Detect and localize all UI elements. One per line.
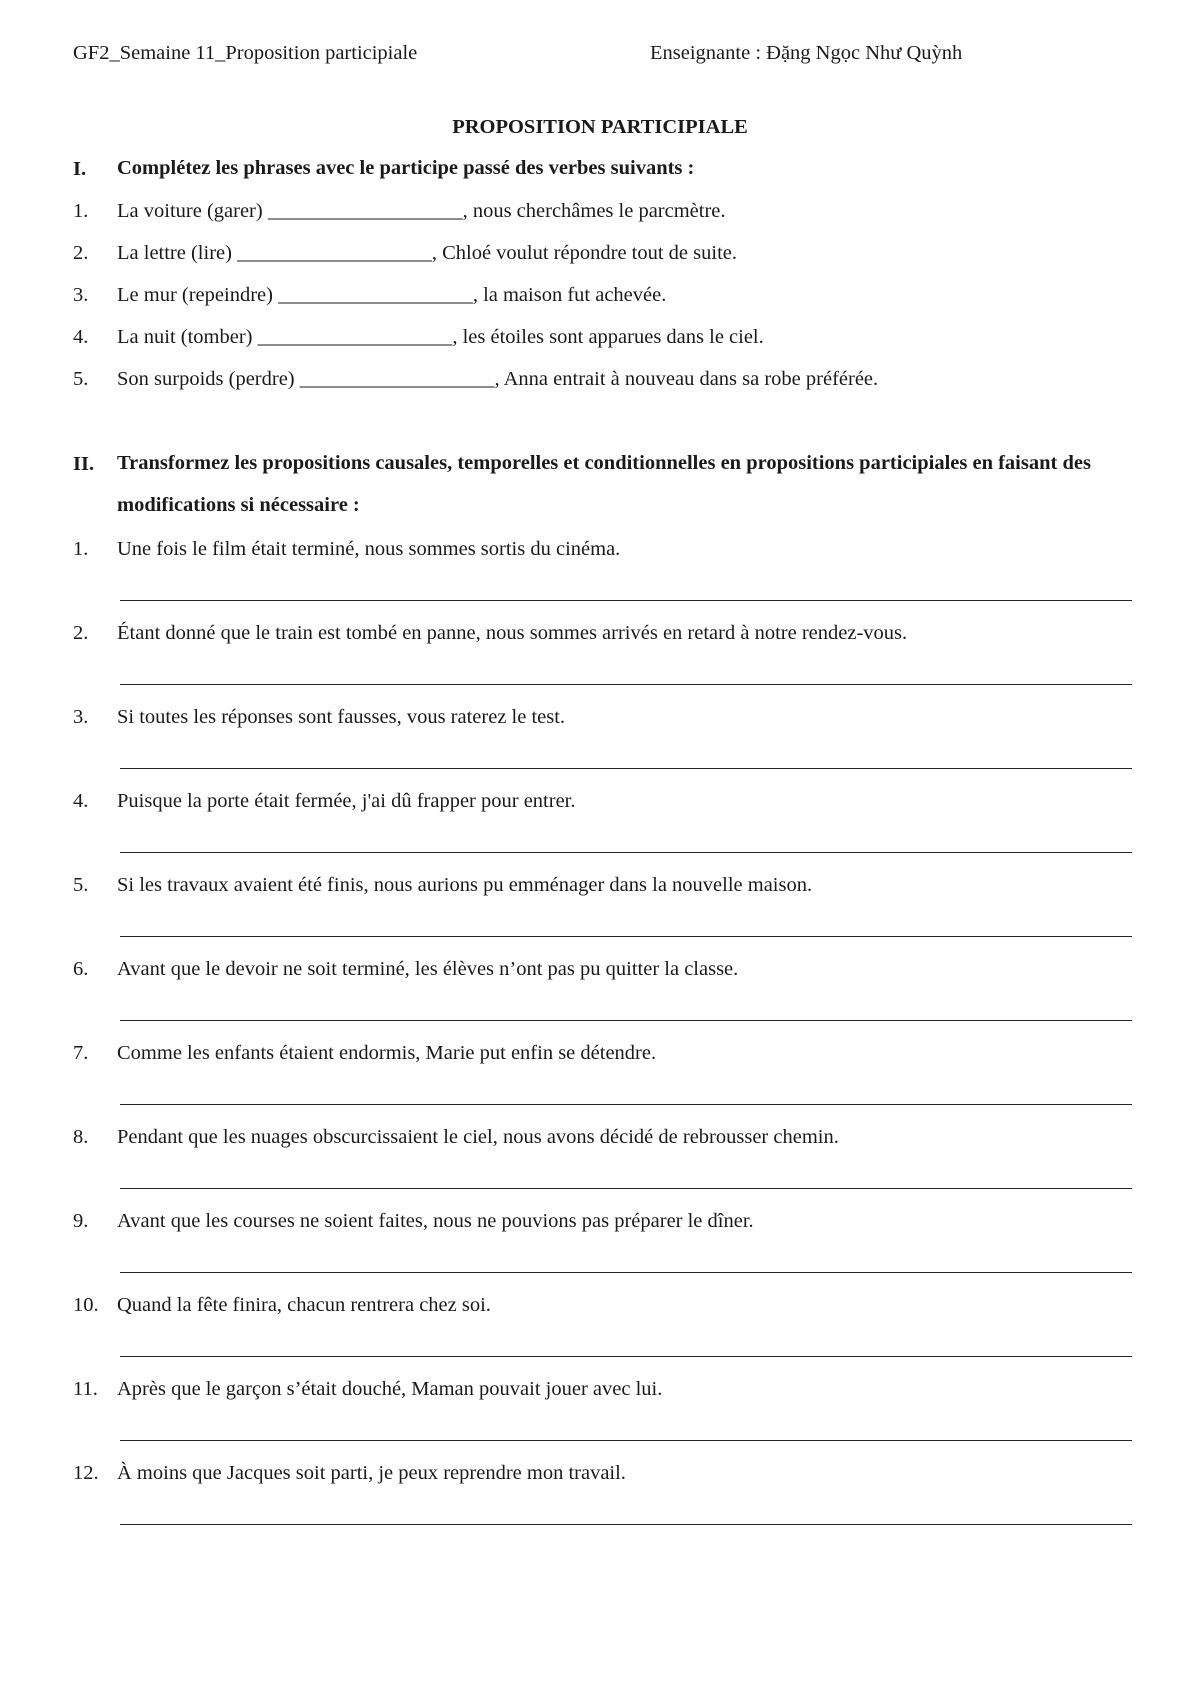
s1-item-number: 1.	[73, 200, 89, 222]
s1-item-text: La nuit (tomber) ___________________, les étoiles sont apparues dans le ciel.	[117, 326, 764, 348]
s1-item-number: 5.	[73, 368, 89, 390]
answer-line[interactable]	[120, 768, 1132, 769]
s2-item-number: 6.	[73, 958, 89, 980]
s2-item-text: Pendant que les nuages obscurcissaient le ciel, nous avons décidé de rebrousser chemin.	[117, 1126, 839, 1148]
section-2-number: II.	[73, 453, 95, 475]
answer-line[interactable]	[120, 1440, 1132, 1441]
s2-item-text: Avant que le devoir ne soit terminé, les élèves n’ont pas pu quitter la classe.	[117, 958, 739, 980]
s2-item-number: 2.	[73, 622, 89, 644]
s2-item-number: 4.	[73, 790, 89, 812]
answer-line[interactable]	[120, 1272, 1132, 1273]
s1-item-number: 4.	[73, 326, 89, 348]
section-1-instruction: Complétez les phrases avec le participe passé des verbes suivants :	[117, 157, 695, 179]
s1-item-text: La voiture (garer) ___________________, nous cherchâmes le parcmètre.	[117, 200, 726, 222]
s2-item-text: À moins que Jacques soit parti, je peux reprendre mon travail.	[117, 1462, 626, 1484]
s2-item-number: 1.	[73, 538, 89, 560]
s2-item-number: 3.	[73, 706, 89, 728]
s1-item-text: La lettre (lire) ___________________, Chloé voulut répondre tout de suite.	[117, 242, 737, 264]
s2-item-number: 11.	[73, 1378, 98, 1400]
answer-line[interactable]	[120, 1356, 1132, 1357]
s1-item-number: 3.	[73, 284, 89, 306]
s2-item-text: Comme les enfants étaient endormis, Marie put enfin se détendre.	[117, 1042, 657, 1064]
answer-line[interactable]	[120, 852, 1132, 853]
answer-line[interactable]	[120, 1020, 1132, 1021]
answer-line[interactable]	[120, 1524, 1132, 1525]
s2-item-text: Puisque la porte était fermée, j'ai dû frapper pour entrer.	[117, 790, 576, 812]
s2-item-text: Une fois le film était terminé, nous sommes sortis du cinéma.	[117, 538, 621, 560]
s2-item-text: Avant que les courses ne soient faites, nous ne pouvions pas préparer le dîner.	[117, 1210, 754, 1232]
answer-line[interactable]	[120, 936, 1132, 937]
s1-item-number: 2.	[73, 242, 89, 264]
s2-item-number: 5.	[73, 874, 89, 896]
section-1-number: I.	[73, 158, 87, 180]
s2-item-number: 9.	[73, 1210, 89, 1232]
s2-item-text: Après que le garçon s’était douché, Maman pouvait jouer avec lui.	[117, 1378, 663, 1400]
s1-item-text: Le mur (repeindre) ___________________, la maison fut achevée.	[117, 284, 667, 306]
s2-item-number: 10.	[73, 1294, 99, 1316]
s1-item-text: Son surpoids (perdre) ___________________, Anna entrait à nouveau dans sa robe préférée.	[117, 368, 879, 390]
section-2-instruction: Transformez les propositions causales, temporelles et conditionnelles en propositions participiales en faisant des modifications si nécessaire :	[117, 452, 1091, 516]
answer-line[interactable]	[120, 1188, 1132, 1189]
page-title: PROPOSITION PARTICIPIALE	[452, 116, 748, 138]
s2-item-number: 12.	[73, 1462, 99, 1484]
header-teacher-label: Enseignante : Đặng Ngọc Như Quỳnh	[650, 42, 963, 64]
s2-item-text: Si les travaux avaient été finis, nous aurions pu emménager dans la nouvelle maison.	[117, 874, 813, 896]
answer-line[interactable]	[120, 684, 1132, 685]
answer-line[interactable]	[120, 600, 1132, 601]
s2-item-text: Si toutes les réponses sont fausses, vous raterez le test.	[117, 706, 566, 728]
answer-line[interactable]	[120, 1104, 1132, 1105]
s2-item-number: 8.	[73, 1126, 89, 1148]
s2-item-number: 7.	[73, 1042, 89, 1064]
s2-item-text: Étant donné que le train est tombé en panne, nous sommes arrivés en retard à notre rendez-vous.	[117, 622, 908, 644]
header-course-label: GF2_Semaine 11_Proposition participiale	[73, 42, 418, 64]
s2-item-text: Quand la fête finira, chacun rentrera chez soi.	[117, 1294, 491, 1316]
